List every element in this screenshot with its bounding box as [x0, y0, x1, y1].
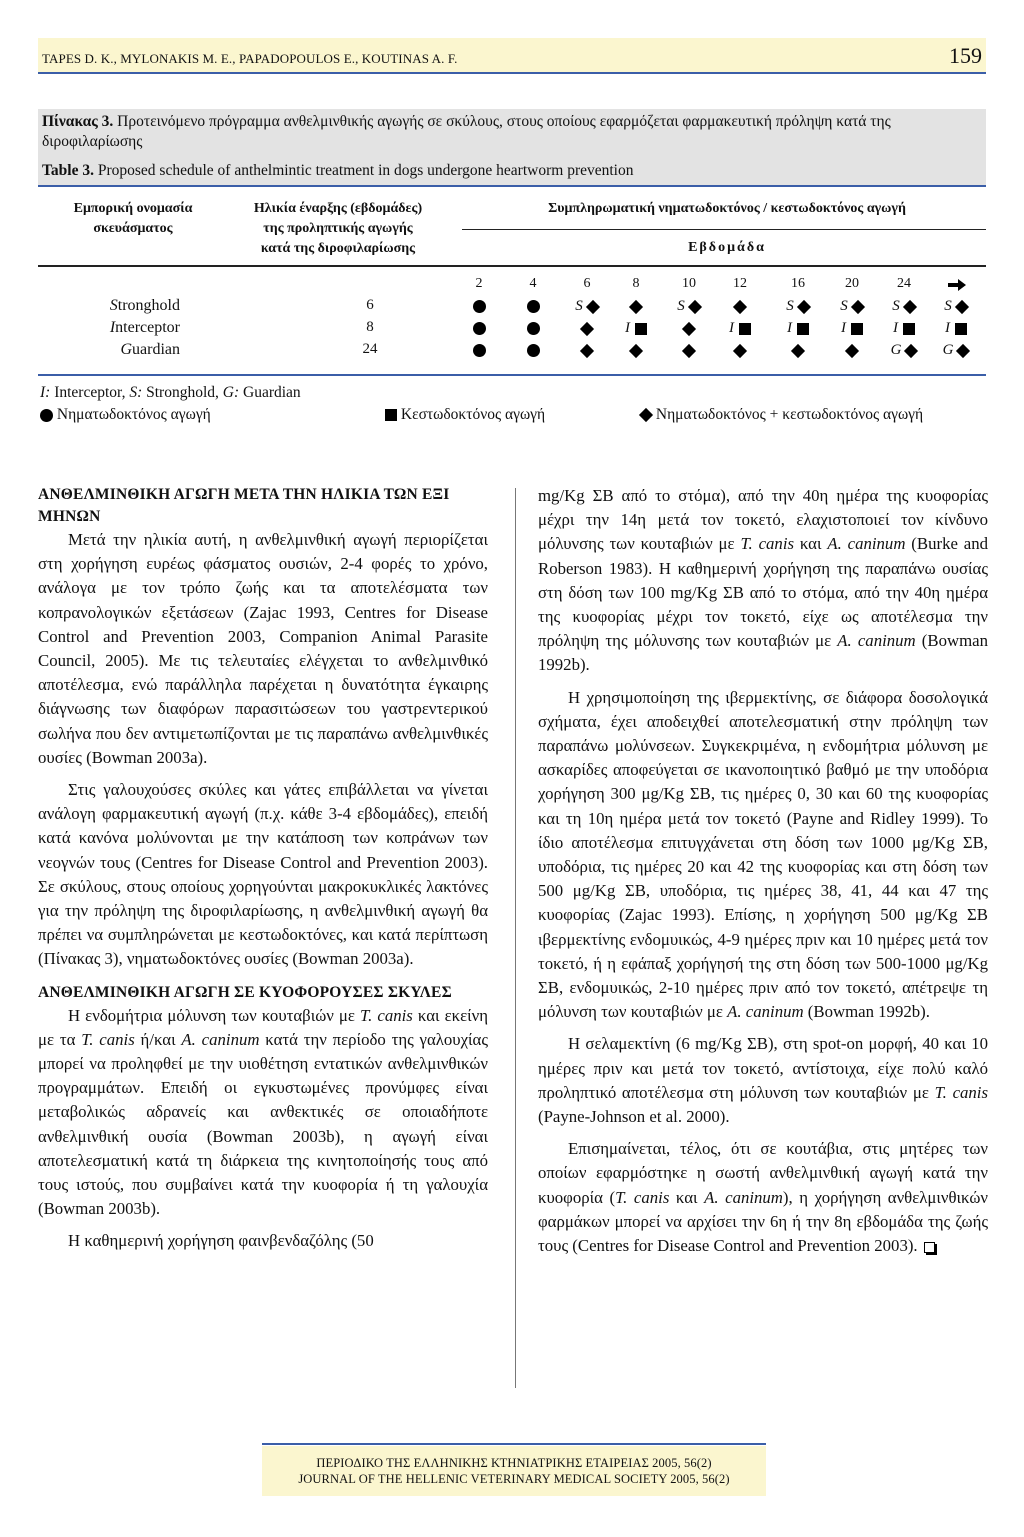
schedule-cell [934, 296, 978, 316]
body-paragraph: Μετά την ηλικία αυτή, η ανθελμινθική αγωγή περιορίζεται στη χορήγηση ευρέως φάσματος ουσιών, 2-4 φορές το χρόνο, ανάλογα με τον τρόπο ζωής και τα αποτελέσματα των κοπρανολογικών εξετάσεων (Zajac 1993, Centres for Disease Control and Prevention 2003, Companion Animal Parasite Council, 2005). Με τις τελευταίες ελέγχεται το ανθελμινθικό αποτέλεσμα, ενώ παράλληλα παρέχεται η δυνατότητα έγκαιρης διάγνωσης των διαφόρων παρασιτώσεων του γαστρεντερικού σωλήνα που δεν αντιμετωπίζονται με τις παραπάνω ανθελμινθικές ουσίες (Bowman 2003a). [38, 530, 488, 767]
schedule-cell [565, 318, 609, 338]
schedule-cell [776, 318, 820, 338]
week-number: 16 [791, 276, 805, 291]
drug-letter: I [893, 320, 898, 336]
product-initial: S [109, 297, 118, 314]
drug-letter: I [787, 320, 792, 336]
diamond-icon [629, 299, 643, 313]
diamond-icon [733, 299, 747, 313]
drug-letter: I [625, 320, 630, 336]
week-number: 24 [897, 276, 911, 291]
circle-icon [473, 322, 486, 335]
journal-footer [262, 1446, 766, 1496]
drug-letter: S [892, 298, 900, 314]
diamond-icon [682, 343, 696, 357]
body-paragraph: Στις γαλουχούσες σκύλες και γάτες επιβάλλεται να γίνεται ανάλογη φαρμακευτική αγωγή (π.χ. κάθε 3-4 εβδομάδες), επειδή κατά κανόνα μολύνονται με την κατάποση των κοπράνων των νεογνών τους (Centres for Disease Control and Prevention 2003). Σε σκύλους, στους οποίους χορηγούνται μακροκυκλικές λακτόνες για την πρόληψη της διροφιλαρίωσης, η ανθελμινθική αγωγή θα πρέπει να συμπληρώνεται με κεστωδοκτόνες, και κατά περίπτωση (Πίνακας 3), νηματωδοκτόνες ουσίες (Bowman 2003a). [38, 780, 488, 969]
table-header-product-line1: Εμπορική ονομασία [73, 201, 193, 216]
diamond-icon [904, 343, 918, 357]
caption-greek-label: Πίνακας 3. [42, 113, 114, 130]
table-header-age-line2: της προληπτικής αγωγής [263, 221, 413, 236]
diamond-icon [903, 299, 917, 313]
square-icon [739, 323, 751, 335]
caption-greek [42, 112, 982, 152]
schedule-cell [614, 318, 658, 338]
table-row-start-age: 8 [366, 319, 374, 335]
table-row-start-age: 6 [366, 297, 374, 313]
schedule-cell [667, 296, 711, 316]
end-of-article-icon [924, 1242, 935, 1253]
schedule-cell [511, 340, 555, 360]
schedule-cell [511, 318, 555, 338]
week-number: 10 [682, 276, 696, 291]
drug-letter: G [890, 342, 902, 358]
schedule-cell [457, 318, 501, 338]
table-header-age-line3: κατά της διροφιλαρίωσης [260, 241, 416, 256]
product-initial: G [120, 341, 133, 358]
header-authors: TAPES D. K., MYLONAKIS M. E., PAPADOPOULOS E., KOUTINAS A. F. [42, 51, 458, 66]
product-initial: I [109, 319, 116, 336]
body-paragraph: Η χρησιμοποίηση της ιβερμεκτίνης, σε διάφορα δοσολογικά σχήματα, έχει αποδειχθεί αποτελεσματική στην πρόληψη των παραπάνω μολύνσεων. Συγκεκριμένα, η ενδομήτρια μόλυνση με ασκαρίδες αποφεύγεται σε ικανοποιητικό βαθμό με την υποδόρια χορήγηση 300 μg/Kg ΣΒ, τις ημέρες 0, 30 και 60 της κυοφορίας και τη 10η ημέρα μετά τον τοκετό (Payne and Ridley 1999). Το ίδιο αποτέλεσμα επιτυγχάνεται στη δόση των 1000 μg/Kg ΣΒ, υποδόρια, τις ημέρες 20 και 42 της κυοφορίας και στη δόση των 500 μg/Kg ΣΒ, υποδόρια, τις ημέρες 38, 41, 44 και 47 της κυοφορίας (Zajac 1993). Επίσης, η χορήγηση 500 μg/Kg ΣΒ ιβερμεκτίνης ενδομυικώς, 4-9 ημέρες πριν και 10 ημέρες μετά τον τοκετό, ή η εφάπαξ χορήγησή της στη δόση των 500-1000 μg/Kg ΣΒ, ενδομυικώς, 2-10 ημέρες πριν από τον τοκετό, απέτρεψε τη μόλυνση των κουταβιών με A. caninum (Bowman 1992b). [538, 687, 988, 1022]
section-heading: ΑΝΘΕΛΜΙΝΘΙΚΗ ΑΓΩΓΗ ΜΕΤΑ ΤΗΝ ΗΛΙΚΙΑ ΤΩΝ ΕΞΙ ΜΗΝΩΝ [38, 486, 450, 525]
caption-english-text: Proposed schedule of anthelmintic treatment in dogs undergone heartworm prevention [93, 162, 634, 179]
diamond-icon [956, 343, 970, 357]
legend-abbr-key: S: [129, 384, 143, 401]
schedule-cell [565, 296, 609, 316]
table-subheader-rule [462, 229, 986, 230]
body-paragraph: mg/Kg ΣΒ από το στόμα), από την 40η ημέρα της κυοφορίας μέχρι την 14η μετά τον τοκετό, ελαχιστοποιεί τον κίνδυνο μόλυνσης των κουταβιών με T. canis και A. caninum (Burke and Roberson 1983). Η καθημερινή χορήγηση της παραπάνω ουσίας στη δόση των 100 mg/Kg ΣΒ από το στόμα, από την 40η ημέρα της κυοφορίας μέχρι τον τοκετό, είχε ως αποτέλεσμα την πρόληψη της μόλυνσης των κουταβιών με A. caninum (Bowman 1992b). [538, 486, 988, 675]
legend-abbr-key: I: [40, 384, 51, 401]
footer-line-english: JOURNAL OF THE HELLENIC VETERINARY MEDICAL SOCIETY 2005, 56(2) [298, 1472, 730, 1486]
body-paragraph: Η καθημερινή χορήγηση φαινβενδαζόλης (50 [68, 1231, 374, 1251]
week-number: 12 [733, 276, 747, 291]
legend-dot-label: Νηματωδοκτόνος αγωγή [56, 406, 211, 423]
diamond-icon [733, 343, 747, 357]
table-header-age-line1: Ηλικία έναρξης (εβδομάδες) [253, 201, 423, 216]
running-header [38, 38, 986, 74]
table-header-start-age [218, 199, 458, 259]
schedule-cell [511, 296, 555, 316]
table-header-supplementary: Συμπληρωματική νηματωδοκτόνος / κεστωδοκτόνος αγωγή [548, 201, 906, 216]
legend-diamond-label: Νηματωδοκτόνος + κεστωδοκτόνος αγωγή [655, 406, 924, 423]
drug-letter: S [786, 298, 794, 314]
schedule-cell [457, 296, 501, 316]
footer-rule [262, 1443, 766, 1445]
schedule-cell [882, 296, 926, 316]
table-bottom-rule [38, 374, 986, 376]
schedule-cell [667, 318, 711, 338]
table-header-product-line2: σκευάσματος [93, 221, 173, 236]
circle-icon [527, 322, 540, 335]
table-header-rule [38, 265, 986, 267]
legend-dot [40, 406, 211, 424]
page-number: 159 [949, 43, 982, 68]
table-row-product [40, 297, 180, 315]
square-icon [385, 409, 397, 421]
week-number: 4 [529, 276, 537, 291]
circle-icon [527, 344, 540, 357]
table-header-weeks: Εβδομάδα [688, 240, 766, 255]
table-row-start-age: 24 [362, 341, 378, 357]
schedule-cell [934, 340, 978, 360]
right-arrow-icon [948, 278, 966, 296]
diamond-icon [851, 299, 865, 313]
drug-letter: S [944, 298, 952, 314]
diamond-icon [580, 343, 594, 357]
diamond-icon [791, 343, 805, 357]
drug-letter: S [575, 298, 583, 314]
square-icon [851, 323, 863, 335]
drug-letter: I [729, 320, 734, 336]
schedule-cell [718, 318, 762, 338]
diamond-icon [586, 299, 600, 313]
caption-english-label: Table 3. [42, 162, 94, 179]
schedule-cell [776, 296, 820, 316]
legend-abbr-key: G: [222, 384, 240, 401]
diamond-icon [955, 299, 969, 313]
week-number: 8 [632, 276, 640, 291]
table-row-product [40, 341, 180, 359]
diamond-icon [845, 343, 859, 357]
legend-square [385, 406, 545, 424]
footer-line-greek: ΠΕΡΙΟΔΙΚΟ ΤΗΣ ΕΛΛΗΝΙΚΗΣ ΚΤΗΝΙΑΤΡΙΚΗΣ ΕΤΑΙΡΕΙΑΣ 2005, 56(2) [316, 1456, 712, 1470]
drug-letter: G [942, 342, 954, 358]
square-icon [955, 323, 967, 335]
drug-letter: S [677, 298, 685, 314]
drug-letter: I [841, 320, 846, 336]
week-number: 6 [583, 276, 591, 291]
legend-abbr-value: Interceptor, [50, 384, 130, 401]
table-header-product [40, 199, 226, 239]
schedule-cell [614, 340, 658, 360]
week-number: 20 [845, 276, 859, 291]
schedule-cell [882, 318, 926, 338]
left-column [38, 484, 488, 1254]
diamond-icon [639, 408, 653, 422]
body-paragraph: Η σελαμεκτίνη (6 mg/Kg ΣΒ), στη spot-on μορφή, 40 και 10 ημέρες πριν και μετά τον τοκετό, αντίστοιχα, είχε πολύ καλό προληπτικό αποτέλεσμα στη μόλυνση των κουταβιών με T. canis (Payne-Johnson et al. 2000). [538, 1034, 988, 1127]
schedule-cell [830, 340, 874, 360]
table-row-product [40, 319, 180, 337]
column-divider [515, 488, 516, 1388]
schedule-cell [565, 340, 609, 360]
table-caption [38, 109, 986, 187]
drug-letter: I [945, 320, 950, 336]
schedule-cell [667, 340, 711, 360]
circle-icon [473, 344, 486, 357]
schedule-cell [457, 340, 501, 360]
product-name-rest: nterceptor [115, 319, 180, 336]
schedule-cell [718, 340, 762, 360]
square-icon [797, 323, 809, 335]
body-paragraph: Επισημαίνεται, τέλος, ότι σε κουτάβια, στις μητέρες των οποίων εφαρμόστηκε η σωστή ανθελμινθική αγωγή κατά την κυοφορία (T. canis και A. caninum), η χορήγηση ανθελμινθικών φαρμάκων μπορεί να αρχίσει την 6η ή την 8η εβδομάδα της ζωής τους (Centres for Disease Control and Prevention 2003). [538, 1139, 989, 1256]
caption-english [42, 161, 633, 181]
square-icon [635, 323, 647, 335]
product-name-rest: tronghold [117, 297, 180, 314]
schedule-cell [830, 318, 874, 338]
week-number: 2 [475, 276, 483, 291]
diamond-icon [629, 343, 643, 357]
right-column [538, 484, 988, 1258]
diamond-icon [580, 321, 594, 335]
circle-icon [40, 409, 53, 422]
legend-abbr-value: Guardian [239, 384, 301, 401]
caption-greek-text: Προτεινόμενο πρόγραμμα ανθελμινθικής αγωγής σε σκύλους, στους οποίους εφαρμόζεται φαρμακευτική πρόληψη κατά της διροφιλαρίωσης [42, 113, 891, 150]
schedule-cell [614, 296, 658, 316]
legend-square-label: Κεστωδοκτόνος αγωγή [400, 406, 546, 423]
body-paragraph: Η ενδομήτρια μόλυνση των κουταβιών με T. canis και εκείνη με τα T. canis ή/και A. caninum κατά την περίοδο της γαλουχίας μπορεί να προληφθεί με την υιοθέτηση εντατικών ανθελμινθικών προγραμμάτων. Επειδή οι εγκυστωμένες προνύμφες είναι μεταβολικώς αδρανείς και ανθεκτικές σε οποιαδήποτε ανθελμινθική ουσία (Bowman 2003b), η αγωγή είναι αποτελεσματική κατά τη διάρκεια της κινητοποίησής τους από τους ιστούς, που συμβαίνει κατά την κυοφορία ή τη γαλουχία (Bowman 2003b). [38, 1005, 488, 1219]
legend-diamond [640, 406, 923, 424]
legend-abbreviations [40, 384, 301, 402]
legend-abbr-value: Stronghold, [142, 384, 223, 401]
drug-letter: S [840, 298, 848, 314]
schedule-cell [776, 340, 820, 360]
circle-icon [527, 300, 540, 313]
schedule-cell [934, 318, 978, 338]
section-heading: ΑΝΘΕΛΜΙΝΘΙΚΗ ΑΓΩΓΗ ΣΕ ΚΥΟΦΟΡΟΥΣΕΣ ΣΚΥΛΕΣ [38, 983, 452, 1001]
diamond-icon [688, 299, 702, 313]
circle-icon [473, 300, 486, 313]
schedule-cell [718, 296, 762, 316]
schedule-cell [830, 296, 874, 316]
square-icon [903, 323, 915, 335]
diamond-icon [797, 299, 811, 313]
product-name-rest: uardian [132, 341, 180, 358]
schedule-cell [882, 340, 926, 360]
diamond-icon [682, 321, 696, 335]
